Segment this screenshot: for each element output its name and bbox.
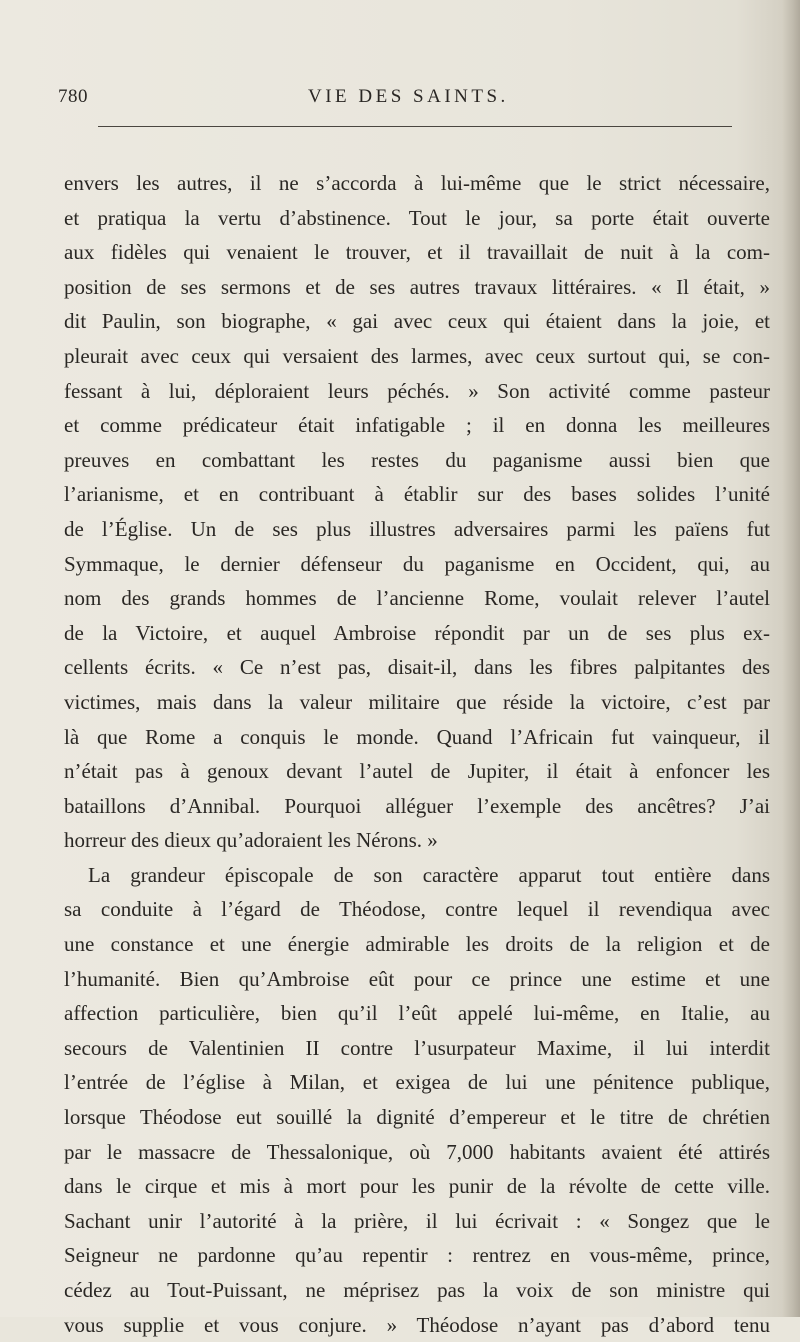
text-line: n’était pas à genoux devant l’autel de Jupiter, il était à enfoncer les [64,759,770,784]
text-line: preuves en combattant les restes du paganisme aussi bien que [64,447,770,472]
text-line: cédez au Tout-Puissant, ne méprisez pas la voix de son ministre qui [64,1278,770,1302]
text-line: fessant à lui, déploraient leurs péchés. » Son activité comme pasteur [64,378,770,403]
text-line: dans le cirque et mis à mort pour les punir de la révolte de cette ville. [64,1174,770,1199]
text-line: pleurait avec ceux qui versaient des larmes, avec ceux surtout qui, se con- [64,343,770,368]
text-line: Seigneur ne pardonne qu’au repentir : rentrez en vous-même, prince, [64,1243,770,1268]
text-line: affection particulière, bien qu’il l’eût appelé lui-même, en Italie, au [64,1001,770,1026]
paragraph-end-line: horreur des dieux qu’adoraient les Nérons. » [64,828,438,853]
text-line: l’arianisme, et en contribuant à établir sur des bases solides l’unité [64,482,770,507]
paragraph-start-line: La grandeur épiscopale de son caractère apparut tout entière dans [88,862,770,887]
text-line: de l’Église. Un de ses plus illustres adversaires parmi les païens fut [64,516,770,541]
text-line: secours de Valentinien II contre l’usurpateur Maxime, il lui interdit [64,1035,770,1060]
text-line: nom des grands hommes de l’ancienne Rome, voulait relever l’autel [64,586,770,611]
text-line: victimes, mais dans la valeur militaire que réside la victoire, c’est par [64,689,770,714]
header-rule [98,126,732,127]
text-line: de la Victoire, et auquel Ambroise répondit par un de ses plus ex- [64,620,770,645]
page-edge-shadow [782,0,800,1317]
text-line: dit Paulin, son biographe, « gai avec ceux qui étaient dans la joie, et [64,309,770,334]
text-line: une constance et une énergie admirable les droits de la religion et de [64,932,770,957]
text-line: aux fidèles qui venaient le trouver, et il travaillait de nuit à la com- [64,240,770,265]
text-line: sa conduite à l’égard de Théodose, contre lequel il revendiqua avec [64,897,770,922]
text-line: là que Rome a conquis le monde. Quand l’Africain fut vainqueur, il [64,724,770,749]
page-header [58,86,756,116]
text-line: Symmaque, le dernier défenseur du paganisme en Occident, qui, au [64,551,770,576]
running-head: VIE DES SAINTS. [308,86,509,107]
text-line: l’humanité. Bien qu’Ambroise eût pour ce prince une estime et une [64,966,770,991]
text-line: Sachant unir l’autorité à la prière, il lui écrivait : « Songez que le [64,1208,770,1233]
text-line: cellents écrits. « Ce n’est pas, disait-il, dans les fibres palpitantes des [64,655,770,680]
text-line: l’entrée de l’église à Milan, et exigea de lui une pénitence publique, [64,1070,770,1095]
text-line: bataillons d’Annibal. Pourquoi alléguer l’exemple des ancêtres? J’ai [64,793,770,818]
body-text [64,166,770,1342]
page-number: 780 [58,86,88,107]
text-line: position de ses sermons et de ses autres travaux littéraires. « Il était, » [64,274,770,299]
text-line: par le massacre de Thessalonique, où 7,000 habitants avaient été attirés [64,1139,770,1164]
text-line: envers les autres, il ne s’accorda à lui-même que le strict nécessaire, [64,171,770,195]
text-line: vous supplie et vous conjure. » Théodose n’ayant pas d’abord tenu [64,1312,770,1337]
text-line: lorsque Théodose eut souillé la dignité d’empereur et le titre de chrétien [64,1105,770,1130]
text-line: et pratiqua la vertu d’abstinence. Tout le jour, sa porte était ouverte [64,205,770,230]
text-line: et comme prédicateur était infatigable ; il en donna les meilleures [64,413,770,438]
